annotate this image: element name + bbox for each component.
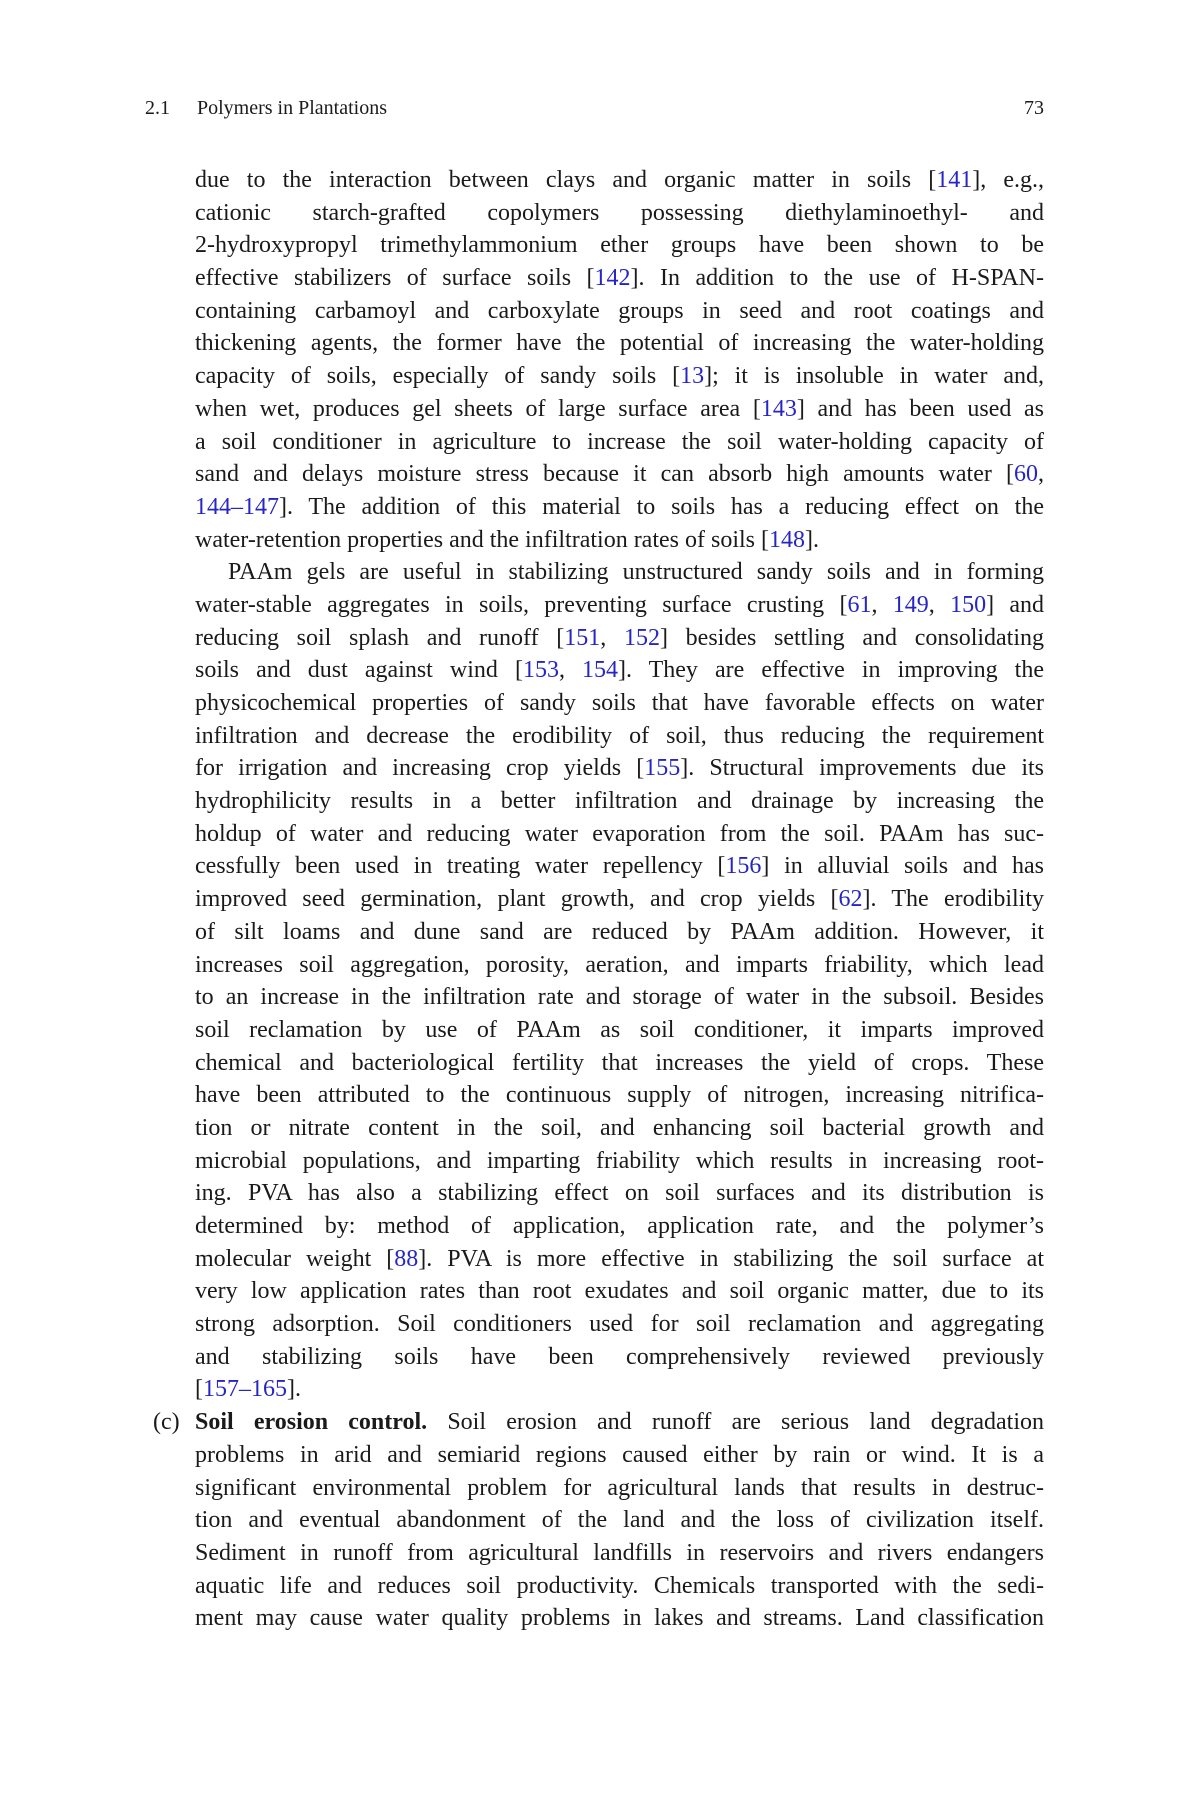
paragraph-line: [195, 883, 1044, 916]
paragraph-line: [195, 720, 1044, 753]
paragraph-line: [195, 1047, 1044, 1080]
paragraph-line: [195, 949, 1044, 982]
paragraph-line: [195, 981, 1044, 1014]
list-item-line: [195, 1537, 1044, 1570]
text-run: [: [195, 1376, 203, 1403]
text-run: infiltration and decrease the erodibility of soil, thus reducing the requirement: [195, 722, 1044, 749]
text-run: problems in arid and semiarid regions caused either by rain or wind. It is a: [195, 1441, 1044, 1468]
text-run: significant environmental problem for agricultural lands that results in destruc-: [195, 1474, 1044, 1501]
text-run: ] and: [986, 591, 1045, 618]
page-number: 73: [1024, 97, 1044, 119]
paragraph-line: [195, 850, 1044, 883]
text-run: due to the interaction between clays and organic matter in soils [: [195, 167, 937, 193]
text-run: ].: [287, 1376, 301, 1403]
text-run: reducing soil splash and runoff [: [195, 624, 565, 651]
text-run: molecular weight [: [195, 1245, 395, 1272]
paragraph-line: [195, 654, 1044, 687]
paragraph-line: [195, 818, 1044, 851]
paragraph-line: [195, 1373, 1044, 1406]
list-item-label: (c): [153, 1409, 180, 1436]
paragraph-line: [195, 524, 1044, 557]
citation-link[interactable]: 60: [1014, 461, 1038, 488]
text-run: strong adsorption. Soil conditioners used for soil reclamation and aggregating: [195, 1311, 1044, 1338]
paragraph-line: [195, 1079, 1044, 1112]
text-run: increases soil aggregation, porosity, aeration, and imparts friability, which lead: [195, 951, 1044, 978]
list-item-line: [195, 1472, 1044, 1505]
paragraph-line: [195, 1275, 1044, 1308]
text-run: to an increase in the infiltration rate and storage of water in the subsoil. Besides: [195, 984, 1044, 1011]
paragraph-line: [195, 262, 1044, 295]
text-run: a soil conditioner in agriculture to increase the soil water-holding capacity of: [195, 428, 1044, 455]
paragraph-line: [195, 1145, 1044, 1178]
text-run: ,: [558, 657, 582, 684]
text-run: ,: [928, 591, 951, 618]
text-run: ] and has been used as: [796, 395, 1044, 422]
text-run: containing carbamoyl and carboxylate groups in seed and root coatings and: [195, 297, 1044, 324]
text-run: hydrophilicity results in a better infiltration and drainage by increasing the: [195, 788, 1044, 815]
text-run: 2-hydroxypropyl trimethylammonium ether groups have been shown to be: [195, 232, 1044, 259]
text-run: ]. The erodibility: [862, 886, 1044, 913]
text-run: determined by: method of application, application rate, and the polymer’s: [195, 1213, 1044, 1239]
text-run: thickening agents, the former have the potential of increasing the water-holding: [195, 330, 1044, 357]
paragraph-line: [195, 393, 1044, 426]
citation-link[interactable]: 141: [936, 167, 973, 193]
paragraph-line: [195, 458, 1044, 491]
citation-link[interactable]: 142: [594, 265, 631, 292]
text-run: water-stable aggregates in soils, preventing surface crusting [: [195, 591, 848, 618]
text-run: of silt loams and dune sand are reduced by PAAm addition. However, it: [195, 918, 1044, 945]
text-run: chemical and bacteriological fertility that increases the yield of crops. These: [195, 1049, 1044, 1076]
text-run: ].: [805, 526, 819, 553]
text-run: ]; it is insoluble in water and,: [704, 363, 1044, 390]
text-run: tion or nitrate content in the soil, and enhancing soil bacterial growth and: [195, 1114, 1044, 1141]
list-item-line: [153, 1406, 1044, 1439]
paragraph-line: [195, 1341, 1044, 1374]
citation-link[interactable]: 144–147: [195, 493, 279, 520]
citation-link[interactable]: 148: [769, 526, 805, 553]
text-run: tion and eventual abandonment of the land and the loss of civilization itself.: [195, 1507, 1044, 1534]
text-run: ,: [600, 624, 624, 651]
paragraph-line: [195, 1177, 1044, 1210]
text-run: ] in alluvial soils and has: [761, 853, 1045, 880]
paragraph-line: [195, 360, 1044, 393]
citation-link[interactable]: 62: [838, 886, 863, 913]
citation-link[interactable]: 61: [847, 591, 872, 618]
text-run: Sediment in runoff from agricultural landfills in reservoirs and rivers endangers: [195, 1539, 1044, 1566]
section-title: Polymers in Plantations: [197, 97, 387, 119]
paragraph-line: [195, 1243, 1044, 1276]
text-run: cessfully been used in treating water repellency [: [195, 853, 726, 880]
text-run: ,: [1038, 461, 1044, 488]
text-run: soils and dust against wind [: [195, 657, 523, 684]
paragraph-line: [195, 197, 1044, 230]
text-run: have been attributed to the continuous supply of nitrogen, increasing nitrifica-: [195, 1082, 1044, 1109]
text-run: soil reclamation by use of PAAm as soil conditioner, it imparts improved: [195, 1016, 1044, 1043]
text-run: ]. In addition to the use of H-SPAN-: [630, 265, 1045, 292]
paragraph-line: [195, 327, 1044, 360]
text-run: effective stabilizers of surface soils [: [195, 265, 595, 292]
paragraph-line: [195, 1308, 1044, 1341]
paragraph-line: [195, 1112, 1044, 1145]
citation-link[interactable]: 156: [725, 853, 762, 880]
citation-link[interactable]: 150: [950, 591, 987, 618]
citation-link[interactable]: 151: [564, 624, 601, 651]
text-run: Soil erosion and runoff are serious land degradation: [427, 1409, 1044, 1436]
citation-link[interactable]: 152: [623, 624, 660, 651]
section-number: 2.1: [145, 97, 170, 119]
list-item-line: [195, 1602, 1044, 1635]
citation-link[interactable]: 143: [760, 395, 797, 422]
text-run: for irrigation and increasing crop yields [: [195, 755, 645, 782]
body-text: [153, 164, 1045, 1635]
paragraph-line: [195, 491, 1044, 524]
text-run: ]. PVA is more effective in stabilizing the soil surface at: [418, 1245, 1044, 1272]
citation-link[interactable]: 149: [892, 591, 929, 618]
running-head: [145, 94, 1044, 122]
list-item-line: [195, 1504, 1044, 1537]
text-run: physicochemical properties of sandy soils that have favorable effects on water: [195, 690, 1044, 716]
paragraph-line: [195, 622, 1044, 655]
paragraph-line: [195, 164, 1044, 197]
paragraph-line: [195, 556, 1044, 589]
citation-link[interactable]: 157–165: [203, 1376, 287, 1403]
citation-link[interactable]: 153: [522, 657, 559, 684]
text-run: holdup of water and reducing water evaporation from the soil. PAAm has suc-: [195, 820, 1044, 847]
paragraph-line: [195, 1014, 1044, 1047]
text-run: sand and delays moisture stress because it can absorb high amounts water [: [195, 461, 1014, 488]
text-run: water-retention properties and the infiltration rates of soils [: [195, 526, 769, 553]
text-run: ]. The addition of this material to soils has a reducing effect on the: [279, 493, 1044, 520]
paragraph-line: [195, 295, 1044, 328]
text-run: ] besides settling and consolidating: [659, 624, 1045, 651]
text-run: improved seed germination, plant growth, and crop yields [: [195, 886, 839, 913]
text-run: cationic starch-grafted copolymers possessing diethylaminoethyl- and: [195, 199, 1044, 226]
text-run: ,: [871, 591, 893, 618]
paragraph-line: [195, 752, 1044, 785]
paragraph-line: [195, 687, 1044, 720]
text-run: ], e.g.,: [972, 167, 1044, 193]
item-heading: Soil erosion control.: [195, 1409, 428, 1436]
text-run: ]. They are effective in improving the: [618, 657, 1044, 684]
text-run: ment may cause water quality problems in lakes and streams. Land classification: [195, 1605, 1044, 1632]
text-run: aquatic life and reduces soil productivity. Chemicals transported with the sedi-: [195, 1572, 1044, 1599]
text-run: ]. Structural improvements due its: [680, 755, 1044, 782]
text-run: very low application rates than root exudates and soil organic matter, due to its: [195, 1278, 1044, 1305]
citation-link[interactable]: 13: [680, 363, 705, 390]
list-item-line: [195, 1439, 1044, 1472]
text-run: and stabilizing soils have been comprehensively reviewed previously: [195, 1343, 1044, 1370]
text-run: microbial populations, and imparting friability which results in increasing root-: [195, 1147, 1044, 1174]
citation-link[interactable]: 88: [394, 1245, 419, 1272]
list-item-line: [195, 1570, 1044, 1603]
text-run: when wet, produces gel sheets of large surface area [: [195, 395, 761, 422]
paragraph-line: [195, 916, 1044, 949]
paragraph-line: [195, 229, 1044, 262]
paragraph-line: [195, 589, 1044, 622]
citation-link[interactable]: 154: [582, 657, 618, 684]
paragraph-line: [195, 1210, 1044, 1243]
paragraph-line: [195, 426, 1044, 459]
text-run: PAAm gels are useful in stabilizing unstructured sandy soils and in forming: [228, 559, 1044, 586]
paragraph-line: [195, 785, 1044, 818]
text-run: capacity of soils, especially of sandy soils [: [195, 363, 681, 390]
citation-link[interactable]: 155: [644, 755, 681, 782]
text-run: ing. PVA has also a stabilizing effect on soil surfaces and its distribution is: [195, 1180, 1044, 1207]
